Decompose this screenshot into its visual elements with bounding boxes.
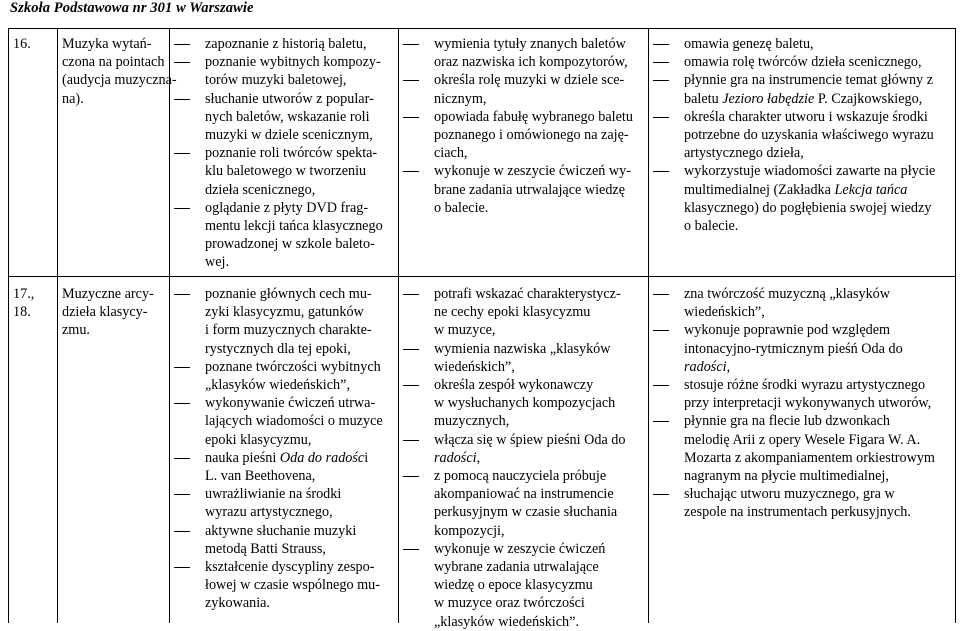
text-line: wiedeńskich”, [434,358,515,375]
list-item [653,35,935,53]
text-line: „klasyków wiedeńskich”. [434,613,579,630]
text-line: aktywne słuchanie muzyki [205,522,357,539]
list-item [403,431,625,467]
lesson-topic [62,285,154,340]
text-line: płynnie gra na flecie lub dzwonkach [684,413,891,430]
list-item [174,35,383,53]
list-item [403,540,625,631]
extended-requirements-list [653,35,935,235]
list-item [653,412,935,485]
objectives-list [174,285,383,613]
text-line: zespole na instrumentach perkusyjnych. [684,504,911,521]
text-line: Muzyczne arcy- [62,286,154,302]
text-line: klasycznego) do pogłębienia swojej wiedzy [684,199,932,216]
list-item [653,108,935,163]
text-line: słuchając utworu muzycznego, gra w [684,486,895,503]
text-line: „klasyków wiedeńskich”, [205,377,350,394]
column-border [8,28,9,623]
text-line: radości, [434,449,481,466]
text-line: klu baletowego w tworzeniu [205,163,367,180]
objectives-list [174,35,383,272]
text-line: w muzyce, [434,322,496,339]
text-line: na). [62,90,84,107]
list-item [174,522,383,558]
text-line: brane zadania utrwalające wiedzę [434,181,626,198]
list-item [403,376,625,431]
text-line: i form muzycznych charakte- [205,322,372,339]
column-border [169,28,170,623]
text-line: wybrane zadania utrwalające [434,559,599,576]
text-line: wiedzę o epoce klasycyzmu [434,577,593,594]
list-item [174,90,383,145]
school-header: Szkoła Podstawowa nr 301 w Warszawie [10,0,254,16]
text-line: o balecie. [434,199,489,216]
text-line: artystycznego dzieła, [684,145,804,162]
list-item [403,71,633,107]
text-line: nicznym, [434,90,487,107]
row-divider [8,276,956,277]
list-item [653,162,935,235]
list-item [653,285,935,321]
basic-requirements-list [403,35,633,217]
text-line: nych baletów, wskazanie roli [205,108,370,125]
text-line: przy interpretacji wykonywanych utworów, [684,395,932,412]
text-line: dzieła klasycy- [62,304,148,321]
text-line: 17., [13,286,35,302]
text-line: intonacyjno-rytmicznym pieśń Oda do [684,340,903,357]
text-line: poznane twórczości wybitnych [205,358,381,375]
text-line: dzieła scenicznego, [205,181,316,198]
text-line: poznanie wybitnych kompozy- [205,54,381,71]
text-line: poznanego i omówionego na zaję- [434,127,629,144]
text-line: zapoznanie z historią baletu, [205,36,367,52]
list-item [174,199,383,272]
text-line: z pomocą nauczyciela próbuje [434,468,607,485]
text-line: metodą Batti Strauss, [205,540,326,557]
text-line: zykowania. [205,595,271,612]
text-line: poznanie głównych cech mu- [205,286,372,302]
text-line: zyki klasycyzmu, gatunków [205,304,364,321]
text-line: ne cechy epoki klasycyzmu [434,304,591,321]
extended-requirements-list [653,285,935,522]
text-line: wyrazu artystycznego, [205,504,333,521]
text-line: nauka pieśni Oda do radości [205,449,369,466]
list-item [174,285,383,358]
text-line: określa rolę muzyki w dziele sce- [434,72,625,89]
text-line: wiedeńskich”, [684,304,765,321]
text-line: melodię Arii z opery Wesele Figara W. A. [684,431,921,448]
text-line: określa charakter utworu i wskazuje środki [684,108,928,125]
text-line: w muzyce oraz twórczości [434,595,585,612]
list-item [403,35,633,71]
text-line: kształcenie dyscypliny zespo- [205,559,375,576]
text-line: łowej w czasie wspólnego mu- [205,577,380,594]
text-line: określa zespół wykonawczy [434,377,594,394]
lesson-number: 16. [13,36,31,52]
text-line: muzycznych, [434,413,510,430]
text-line: wykonywanie ćwiczeń utrwa- [205,395,376,412]
list-item [403,467,625,540]
list-item [403,340,625,376]
list-item [174,53,383,89]
list-item [403,285,625,340]
text-line: zna twórczość muzyczną „klasyków [684,286,891,302]
text-line: torów muzyki baletowej, [205,72,347,89]
text-line: baletu Jezioro łabędzie P. Czajkowskiego, [684,90,923,107]
text-line: nagranym na płycie multimedialnej, [684,468,889,485]
text-line: multimedialnej (Zakładka Lekcja tańca [684,181,908,198]
list-item [174,449,383,485]
text-line: perkusyjnym w czasie słuchania [434,504,618,521]
list-item [653,376,935,412]
text-line: omawia genezę baletu, [684,36,814,52]
list-item [174,394,383,449]
text-line: o balecie. [684,218,739,235]
text-line: kompozycji, [434,522,505,539]
list-item [174,558,383,613]
column-border [955,28,956,623]
list-item [174,144,383,199]
column-border [57,28,58,623]
list-item [653,53,935,71]
text-line: uwrażliwianie na środki [205,486,342,503]
text-line: zmu. [62,322,90,339]
list-item [653,485,935,521]
text-line: wykonuje poprawnie pod względem [684,322,891,339]
text-line: radości, [684,358,731,375]
text-line: L. van Beethovena, [205,468,316,485]
text-line: stosuje różne środki wyrazu artystycznego [684,377,926,394]
list-item [174,358,383,394]
text-line: wykonuje w zeszycie ćwiczeń [434,540,606,557]
text-line: rystycznych dla tej epoki, [205,340,351,357]
text-line: czona na pointach [62,54,165,71]
text-line: wykonuje w zeszycie ćwiczeń wy- [434,163,631,180]
text-line: akompaniować na instrumencie [434,486,614,503]
text-line: prowadzonej w szkole baleto- [205,236,375,253]
text-line: lających wiadomości o muzyce [205,413,383,430]
text-line: Muzyka wytań- [62,36,152,52]
text-line: muzyki w dziele scenicznym, [205,127,373,144]
column-border [398,28,399,623]
text-line: w wysłuchanych kompozycjach [434,395,616,412]
text-line: oglądanie z płyty DVD frag- [205,199,369,216]
text-line: omawia rolę twórców dzieła scenicznego, [684,54,922,71]
list-item [403,162,633,217]
text-line: wykorzystuje wiadomości zawarte na płycie [684,163,936,180]
text-line: wymienia nazwiska „klasyków [434,340,611,357]
text-line: poznanie roli twórców spekta- [205,145,378,162]
text-line: płynnie gra na instrumencie temat główny z [684,72,933,89]
text-line: włącza się w śpiew pieśni Oda do [434,431,626,448]
list-item [653,71,935,107]
text-line: opowiada fabułę wybranego baletu [434,108,633,125]
text-line: (audycja muzyczna- [62,72,177,89]
text-line: słuchanie utworów z popular- [205,90,374,107]
basic-requirements-list [403,285,625,631]
text-line: wej. [205,254,230,271]
text-line: potrzebne do uzyskania właściwego wyrazu [684,127,934,144]
text-line: epoki klasycyzmu, [205,431,312,448]
text-line: oraz nazwiska ich kompozytorów, [434,54,628,71]
text-line: ciach, [434,145,468,162]
list-item [174,485,383,521]
column-border [648,28,649,623]
lesson-topic [62,35,177,108]
text-line: 18. [13,304,31,321]
text-line: potrafi wskazać charakterystycz- [434,286,621,302]
text-line: wymienia tytuły znanych baletów [434,36,626,52]
text-line: mentu lekcji tańca klasycznego [205,218,383,235]
text-line: Mozarta z akompaniamentem orkiestrowym [684,449,935,466]
table-border-top [8,28,956,29]
list-item [653,321,935,376]
lesson-number [13,285,34,321]
list-item [403,108,633,163]
